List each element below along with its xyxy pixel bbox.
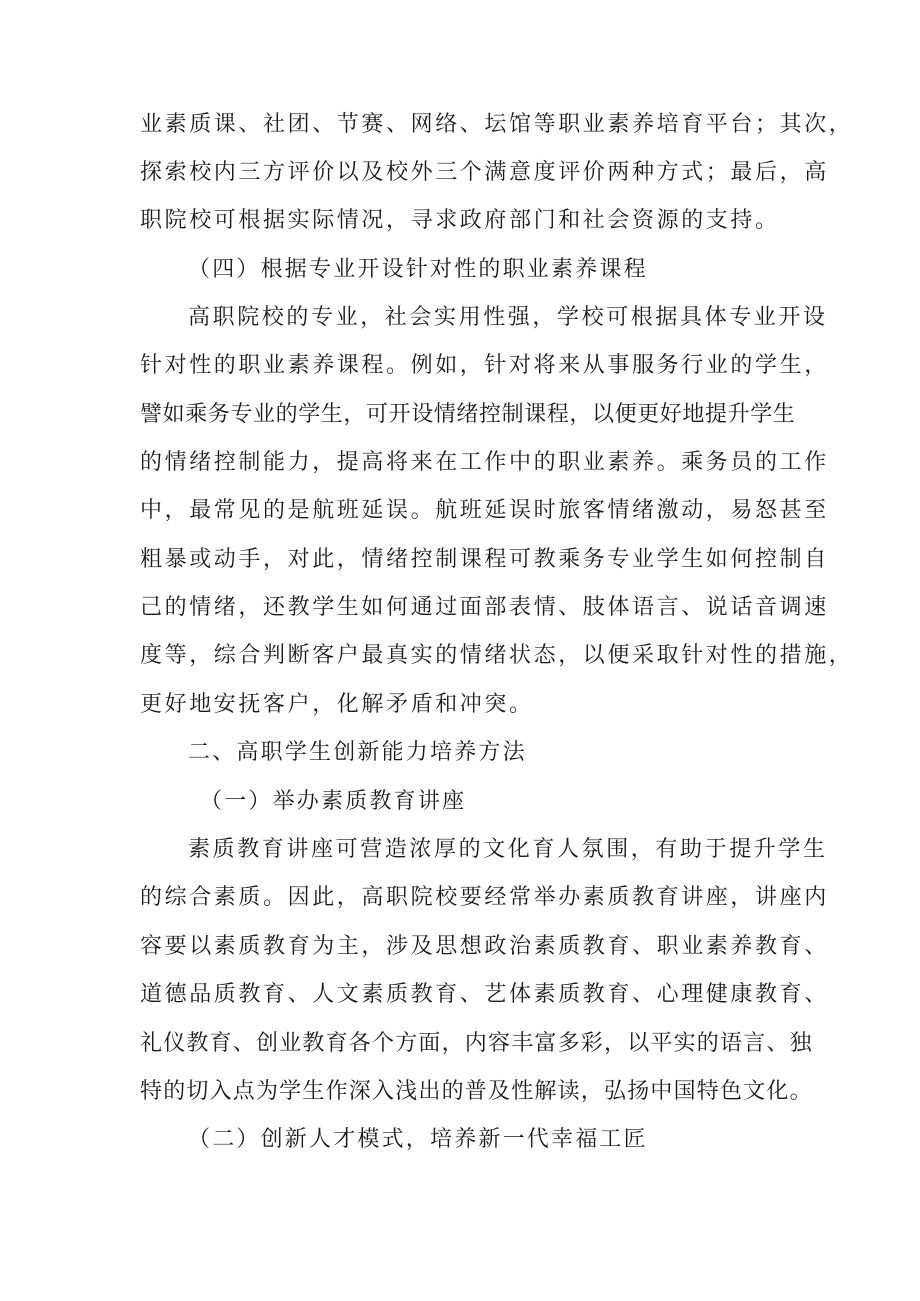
body-text-line: 的情绪控制能力，提高将来在工作中的职业素养。乘务员的工作 bbox=[140, 450, 829, 475]
body-text-line: 度等，综合判断客户最真实的情绪状态，以便采取针对性的措施， bbox=[140, 643, 854, 668]
body-text-line: 针对性的职业素养课程。例如，针对将来从事服务行业的学生， bbox=[140, 353, 829, 378]
subsection-heading-2: （二）创新人才模式，培养新一代幸福工匠 bbox=[188, 1127, 648, 1152]
body-text-line: 礼仪教育、创业教育各个方面，内容丰富多彩，以平实的语言、独 bbox=[140, 1031, 813, 1056]
body-text-line: 特的切入点为学生作深入浅出的普及性解读，弘扬中国特色文化。 bbox=[140, 1079, 813, 1104]
body-text-line: 职院校可根据实际情况，寻求政府部门和社会资源的支持。 bbox=[140, 208, 780, 233]
body-text-line: 更好地安抚客户，化解矛盾和冲突。 bbox=[140, 692, 534, 717]
body-text-line: 粗暴或动手，对此，情绪控制课程可教乘务专业学生如何控制自 bbox=[140, 547, 829, 572]
body-text-line: 譬如乘务专业的学生，可开设情绪控制课程，以便更好地提升学生 bbox=[140, 402, 796, 427]
body-text-line: 高职院校的专业，社会实用性强，学校可根据具体专业开设 bbox=[188, 305, 828, 330]
body-text-line: 素质教育讲座可营造浓厚的文化育人氛围，有助于提升学生 bbox=[188, 837, 828, 862]
body-text-line: 业素质课、社团、节赛、网络、坛馆等职业素养培育平台；其次， bbox=[140, 112, 854, 137]
body-text-line: 己的情绪，还教学生如何通过面部表情、肢体语言、说话音调速 bbox=[140, 595, 829, 620]
section-heading-2: 二、高职学生创新能力培养方法 bbox=[188, 740, 527, 765]
section-heading-4: （四）根据专业开设针对性的职业素养课程 bbox=[188, 257, 648, 282]
body-text-line: 容要以素质教育为主，涉及思想政治素质教育、职业素养教育、 bbox=[140, 934, 829, 959]
body-text-line: 道德品质教育、人文素质教育、艺体素质教育、心理健康教育、 bbox=[140, 982, 829, 1007]
body-text-line: 中，最常见的是航班延误。航班延误时旅客情绪激动，易怒甚至 bbox=[140, 498, 829, 523]
body-text-line: 探索校内三方评价以及校外三个满意度评价两种方式；最后，高 bbox=[140, 160, 829, 185]
body-text-line: 的综合素质。因此，高职院校要经常举办素质教育讲座，讲座内 bbox=[140, 885, 829, 910]
subsection-heading-1: （一）举办素质教育讲座 bbox=[200, 789, 467, 814]
